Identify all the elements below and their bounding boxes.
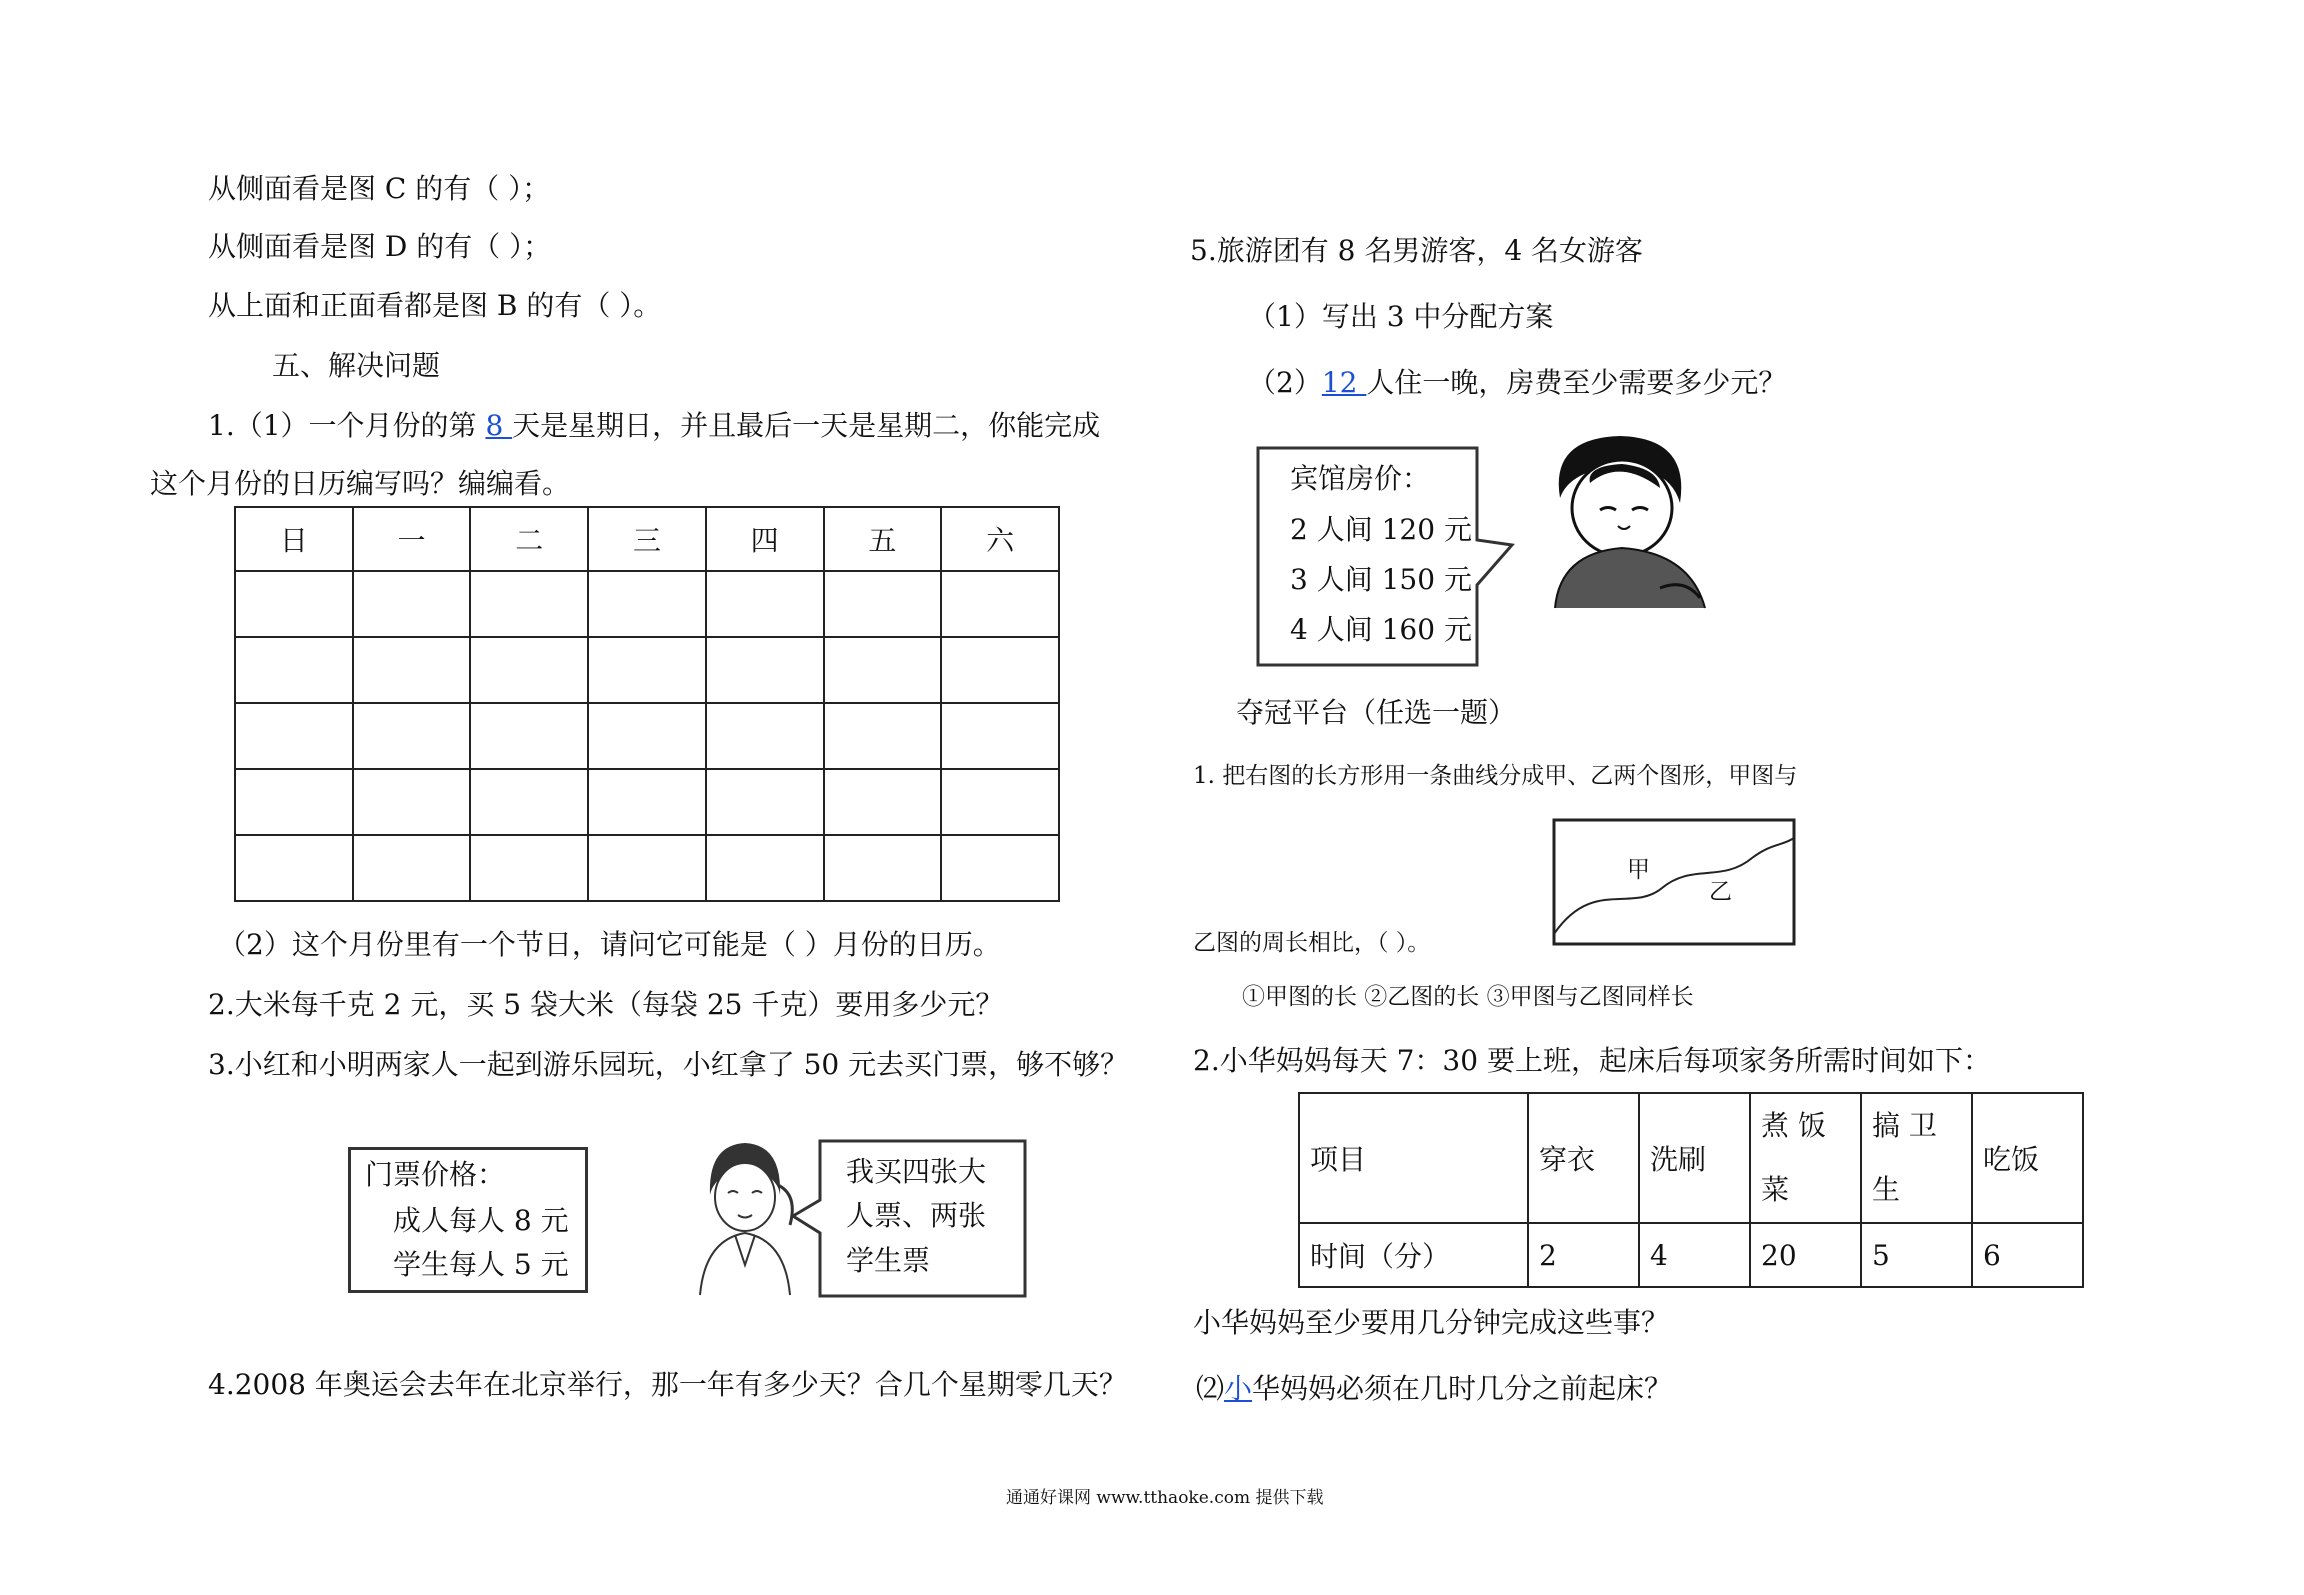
chores-header-wash: 洗刷 (1639, 1093, 1750, 1223)
calendar-cell[interactable] (353, 637, 471, 703)
ticket-price-adult: 成人每人 8 元 (393, 1204, 569, 1237)
figure-label-yi: 乙 (1709, 879, 1732, 905)
problem-5-link-12[interactable]: 12 (1321, 366, 1367, 399)
chores-row-times (1299, 1223, 2083, 1287)
problem-3: 3.小红和小明两家人一起到游乐园玩，小红拿了 50 元去买门票，够不够？ (208, 1048, 1129, 1081)
question-2-link[interactable]: 小 (1224, 1372, 1253, 1405)
calendar-cell[interactable] (235, 637, 353, 703)
hotel-price-quad: 4 人间 160 元 (1290, 613, 1472, 646)
chores-header-cook: 煮 饭 菜 (1750, 1093, 1861, 1223)
calendar-cell[interactable] (470, 703, 588, 769)
problem-5: 5.旅游团有 8 名男游客，4 名女游客 (1190, 234, 1644, 267)
calendar-cell[interactable] (588, 637, 706, 703)
chores-time-eat: 6 (1972, 1223, 2083, 1287)
problem-1-link-8[interactable]: 8 (485, 409, 513, 442)
calendar-cell[interactable] (706, 637, 824, 703)
calendar-week-row (235, 769, 1059, 835)
figure-label-jia: 甲 (1627, 857, 1650, 883)
chores-time-cook: 20 (1750, 1223, 1861, 1287)
champion-problem-2: 2.小华妈妈每天 7：30 要上班，起床后每项家务所需时间如下： (1193, 1044, 1991, 1077)
problem-5-part-2 (1248, 366, 1786, 400)
problem-5-part-1: （1）写出 3 中分配方案 (1248, 300, 1554, 333)
calendar-cell[interactable] (353, 703, 471, 769)
hotel-price-title: 宾馆房价： (1290, 462, 1431, 495)
calendar-cell[interactable] (941, 571, 1059, 637)
calendar-header-sat: 六 (941, 507, 1059, 571)
problem-1-part-2: （2）这个月份里有一个节日，请问它可能是（ ）月份的日历。 (218, 928, 1001, 961)
hotel-price-triple: 3 人间 150 元 (1290, 563, 1472, 596)
calendar-cell[interactable] (588, 769, 706, 835)
calendar-header-sun: 日 (235, 507, 353, 571)
calendar-cell[interactable] (824, 637, 942, 703)
calendar-cell[interactable] (588, 835, 706, 901)
speech-line-3: 学生票 (846, 1244, 931, 1277)
chores-time-wash: 4 (1639, 1223, 1750, 1287)
calendar-week-row (235, 835, 1059, 901)
problem-5-part-2-text: 人住一晚，房费至少需要多少元？ (1366, 366, 1787, 399)
calendar-cell[interactable] (235, 571, 353, 637)
calendar-cell[interactable] (470, 835, 588, 901)
calendar-cell[interactable] (588, 703, 706, 769)
question-2-marker: ⑵ (1196, 1372, 1225, 1405)
question-side-view-d: 从侧面看是图 D 的有（ ）； (208, 230, 552, 263)
problem-5-part-2-prefix: （2） (1248, 366, 1322, 399)
calendar-cell[interactable] (235, 835, 353, 901)
footer-source: 通通好课网 www.tthaoke.com 提供下载 (1006, 1488, 1324, 1508)
calendar-cell[interactable] (588, 571, 706, 637)
calendar-cell[interactable] (824, 835, 942, 901)
calendar-header-row (235, 507, 1059, 571)
calendar-week-row (235, 571, 1059, 637)
calendar-cell[interactable] (941, 769, 1059, 835)
calendar-header-thu: 四 (706, 507, 824, 571)
ticket-price-student: 学生每人 5 元 (393, 1248, 569, 1281)
ticket-price-box (348, 1147, 588, 1293)
problem-1-part-1-line2: 这个月份的日历编写吗？编编看。 (150, 467, 571, 500)
calendar-cell[interactable] (941, 835, 1059, 901)
problem-1-part-1 (208, 409, 1100, 443)
calendar-cell[interactable] (706, 835, 824, 901)
speech-line-1: 我买四张大 (846, 1155, 987, 1188)
champion-platform-heading: 夺冠平台（任选一题） (1236, 696, 1517, 729)
calendar-cell[interactable] (824, 703, 942, 769)
calendar-week-row (235, 703, 1059, 769)
champion-problem-1-line-2: 乙图的周长相比，（ ）。 (1193, 930, 1431, 956)
chores-time-table (1298, 1092, 2084, 1288)
calendar-cell[interactable] (470, 769, 588, 835)
calendar-cell[interactable] (706, 703, 824, 769)
calendar-cell[interactable] (941, 703, 1059, 769)
question-2-text: 华妈妈必须在几时几分之前起床？ (1252, 1372, 1673, 1405)
calendar-header-wed: 三 (588, 507, 706, 571)
calendar-cell[interactable] (824, 571, 942, 637)
chores-header-dress: 穿衣 (1528, 1093, 1639, 1223)
problem-1-text-a: 1.（1）一个月份的第 (208, 409, 486, 442)
hotel-price-double: 2 人间 120 元 (1290, 513, 1472, 546)
calendar-grid (234, 506, 1060, 902)
calendar-cell[interactable] (470, 637, 588, 703)
calendar-cell[interactable] (706, 571, 824, 637)
problem-4: 4.2008 年奥运会去年在北京举行，那一年有多少天？合几个星期零几天？ (208, 1368, 1127, 1401)
calendar-cell[interactable] (706, 769, 824, 835)
boy-illustration (1540, 428, 1720, 613)
calendar-cell[interactable] (353, 835, 471, 901)
calendar-header-mon: 一 (353, 507, 471, 571)
champion-problem-2-question-2 (1196, 1372, 1672, 1406)
calendar-cell[interactable] (235, 703, 353, 769)
problem-2: 2.大米每千克 2 元，买 5 袋大米（每袋 25 千克）要用多少元？ (208, 988, 1004, 1021)
rectangle-curve-figure (1552, 818, 1797, 948)
champion-problem-2-question-1: 小华妈妈至少要用几分钟完成这些事？ (1193, 1306, 1670, 1339)
chores-time-clean: 5 (1861, 1223, 1972, 1287)
ticket-price-title: 门票价格： (365, 1158, 506, 1191)
chores-header-clean: 搞 卫 生 (1861, 1093, 1972, 1223)
champion-problem-1-options: ①甲图的长 ②乙图的长 ③甲图与乙图同样长 (1242, 984, 1694, 1010)
calendar-header-tue: 二 (470, 507, 588, 571)
chores-header-eat: 吃饭 (1972, 1093, 2083, 1223)
calendar-cell[interactable] (470, 571, 588, 637)
calendar-header-fri: 五 (824, 507, 942, 571)
calendar-cell[interactable] (353, 769, 471, 835)
section-heading-solve-problems: 五、解决问题 (272, 349, 441, 382)
calendar-cell[interactable] (941, 637, 1059, 703)
problem-1-text-b: 天是星期日，并且最后一天是星期二，你能完成 (512, 409, 1101, 442)
chores-time-dress: 2 (1528, 1223, 1639, 1287)
calendar-cell[interactable] (824, 769, 942, 835)
calendar-cell[interactable] (235, 769, 353, 835)
champion-problem-1-line-1: 1. 把右图的长方形用一条曲线分成甲、乙两个图形，甲图与 (1193, 763, 1798, 789)
chores-row-items (1299, 1093, 2083, 1223)
chores-header-item: 项目 (1299, 1093, 1528, 1223)
calendar-cell[interactable] (353, 571, 471, 637)
calendar-week-row (235, 637, 1059, 703)
chores-time-label: 时间（分） (1299, 1223, 1528, 1287)
speech-line-2: 人票、两张 (846, 1199, 987, 1232)
question-top-front-view-b: 从上面和正面看都是图 B 的有（ ）。 (208, 289, 662, 322)
question-side-view-c: 从侧面看是图 C 的有（ ）； (208, 172, 551, 205)
